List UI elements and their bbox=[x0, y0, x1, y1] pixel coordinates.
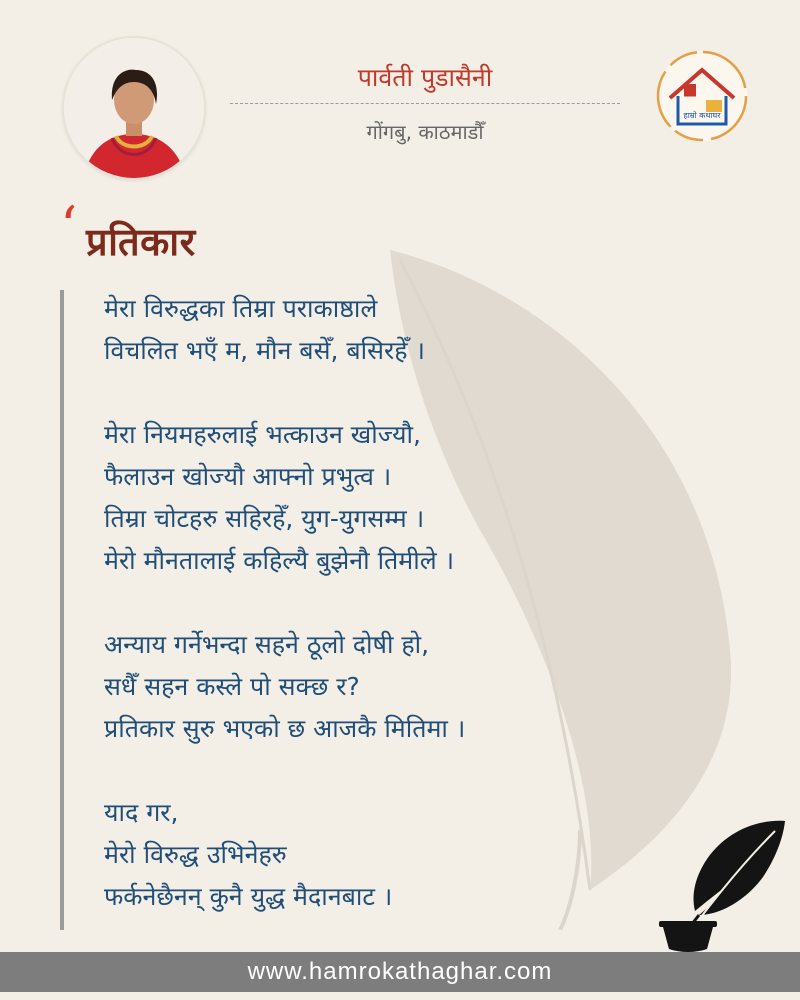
poem-line: मेरो मौनतालाई कहिल्यै बुझेनौ तिमीले । bbox=[104, 546, 455, 575]
poem-title: प्रतिकार bbox=[86, 220, 196, 264]
poem-stanza bbox=[104, 624, 624, 750]
poem-stanza bbox=[104, 288, 624, 372]
author-name: पार्वती पुडासैनी bbox=[357, 63, 493, 92]
poem-line: अन्याय गर्नेभन्दा सहने ठूलो दोषी हो, bbox=[104, 630, 430, 659]
poem-line: मेरा नियमहरुलाई भत्काउन खोज्यौ, bbox=[104, 420, 421, 449]
poem-stanza bbox=[104, 414, 624, 582]
brand-logo-text: हाम्रो कथाघर bbox=[683, 111, 721, 120]
brand-logo-icon bbox=[654, 48, 750, 144]
poem-line: मेरो विरुद्ध उभिनेहरु bbox=[104, 840, 287, 869]
poem-line: याद गर, bbox=[104, 798, 179, 827]
website-link[interactable]: www.hamrokathaghar.com bbox=[247, 958, 553, 985]
poem-stanza bbox=[104, 792, 624, 918]
footer-bar bbox=[0, 952, 800, 992]
poem-line: सधैँ सहन कस्ले पो सक्छ र? bbox=[104, 672, 360, 701]
header-divider bbox=[230, 103, 620, 104]
poem-line: विचलित भएँ म, मौन बसेँ, बसिरहेँ । bbox=[104, 336, 425, 365]
poem-body bbox=[104, 288, 624, 918]
quote-mark-icon: ‘ bbox=[60, 195, 78, 258]
quill-inkpot-icon bbox=[655, 815, 790, 955]
poem-line: फैलाउन खोज्यौ आफ्नो प्रभुत्व । bbox=[104, 462, 392, 491]
poem-line: फर्कनेछैनन् कुनै युद्ध मैदानबाट । bbox=[104, 882, 393, 911]
poem-line: तिम्रा चोटहरु सहिरहेँ, युग-युगसम्म । bbox=[104, 504, 425, 533]
author-location: गोंगबु, काठमाडौँ bbox=[366, 120, 484, 144]
poem-side-bar bbox=[60, 290, 64, 930]
author-avatar bbox=[62, 36, 206, 180]
poem-line: मेरा विरुद्धका तिम्रा पराकाष्ठाले bbox=[104, 294, 378, 323]
poem-line: प्रतिकार सुरु भएको छ आजकै मितिमा । bbox=[104, 714, 466, 743]
